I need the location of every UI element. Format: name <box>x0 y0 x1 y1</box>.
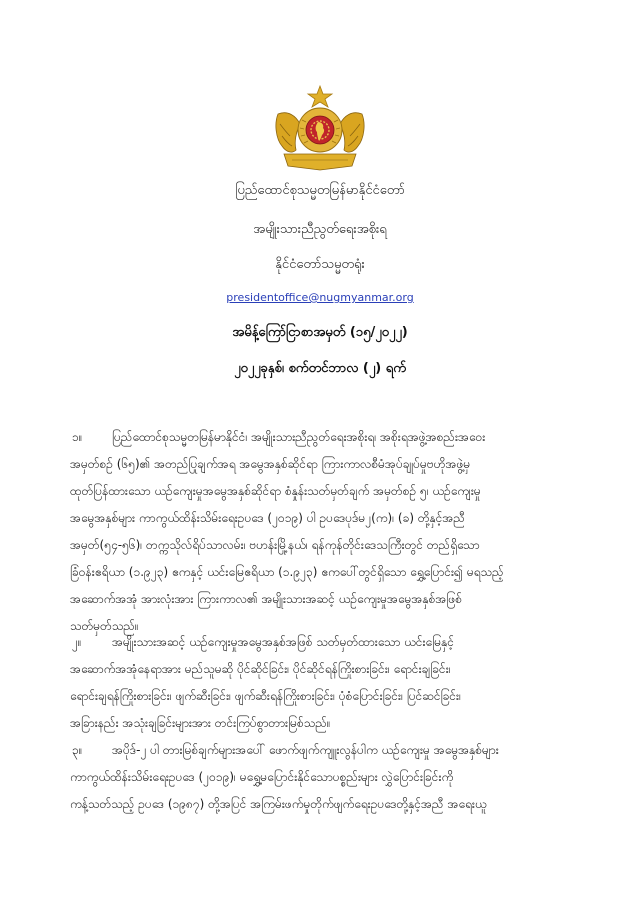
paragraph-line: သတ်မှတ်သည်။ <box>70 619 139 633</box>
paragraph-line: အမျိုးသားအဆင့် ယဉ်ကျေးမှုအမွေအနှစ်အဖြစ် သတ်မှတ်ထားသော ယင်းမြေနှင့် <box>112 635 455 649</box>
notice-date: ၂၀၂၂ခုနှစ်၊ စက်တင်ဘာလ (၂) ရက် <box>234 361 406 376</box>
paragraph-2 <box>70 629 570 737</box>
state-seal-icon <box>270 84 370 172</box>
paragraph-line: အခြားနည်း အသုံးချခြင်းများအား တင်းကြပ်စွာတားမြစ်သည်။ <box>70 716 331 730</box>
header-country-name: ပြည်ထောင်စုသမ္မတမြန်မာနိုင်ငံတော် <box>235 183 405 198</box>
office-email-link[interactable]: presidentoffice@nugmyanmar.org <box>226 291 414 304</box>
paragraph-line: အမှတ်စဉ် (၆၅)၏ အတည်ပြုချက်အရ အမွေအနှစ်ဆိုင်ရာ ကြားကာလစီမံအုပ်ချုပ်မှုဗဟိုအဖွဲ့မှ <box>70 457 471 471</box>
paragraph-line: အမွေအနှစ်များ ကာကွယ်ထိန်းသိမ်းရေးဥပဒေ (၂၀၁၉) ပါ ဥပဒေပုဒ်မ၂(က)၊ (ခ) တို့နှင့်အညီ <box>70 511 466 525</box>
paragraph-number: ၃။ <box>72 743 83 757</box>
paragraph-number: ၂။ <box>72 635 82 649</box>
paragraph-number: ၁။ <box>72 430 83 444</box>
header-office-name: နိုင်ငံတော်သမ္မတရုံး <box>275 257 365 272</box>
paragraph-line: အဆောက်အအုံနေရာအား မည်သူမဆို ပိုင်ဆိုင်ခြင်း၊ ပိုင်ဆိုင်ရန်ကြိုးစားခြင်း၊ ရောင်းချခြင်း၊ <box>70 662 451 676</box>
header-government-name: အမျိုးသားညီညွတ်ရေးအစိုးရ <box>253 222 387 237</box>
paragraph-line: အမှတ်(၅၄-၅၆)၊ တက္ကသိုလ်ရိပ်သာလမ်း၊ ဗဟန်းမြို့နယ်၊ ရန်ကုန်တိုင်းဒေသကြီးတွင် တည်ရှိသော <box>70 538 480 552</box>
paragraph-line: အပိုဒ်-၂ ပါ တားမြစ်ချက်များအပေါ် ဖောက်ဖျက်ကျူးလွန်ပါက ယဉ်ကျေးမှု အမွေအနှစ်များ <box>112 743 499 757</box>
paragraph-line: အဆောက်အအုံ အားလုံးအား ကြားကာလ၏ အမျိုးသားအဆင့် ယဉ်ကျေးမှုအမွေအနှစ်အဖြစ် <box>70 592 463 606</box>
paragraph-1 <box>70 424 570 640</box>
paragraph-3 <box>70 737 570 818</box>
paragraph-line: ထုတ်ပြန်ထားသော ယဉ်ကျေးမှုအမွေအနှစ်ဆိုင်ရာ စံနှုန်းသတ်မှတ်ချက် အမှတ်စဉ် ၅၊ ယဉ်ကျေးမှု <box>70 484 481 498</box>
paragraph-line: ကန့်သတ်သည့် ဥပဒေ (၁၉၈၇) တို့အပြင် အကြမ်းဖက်မှုတိုက်ဖျက်ရေးဥပဒေတို့နှင့်အညီ အရေးယူ <box>70 797 487 811</box>
seal-left-lion <box>276 113 300 152</box>
seal-right-lion <box>340 113 364 152</box>
seal-star <box>308 86 332 107</box>
paragraph-line: ခြံဝန်းဧရိယာ (၁.၉၂၃) ဧကနှင့် ယင်းမြေဧရိယာ (၁.၉၂၃) ဧကပေါ်တွင်ရှိသော ရွှေ့ပြောင်း၍ မရသည့် <box>70 565 504 579</box>
paragraph-line: ကာကွယ်ထိန်းသိမ်းရေးဥပဒေ (၂၀၁၉)၊ မရွှေ့မပြောင်းနိုင်သောပစ္စည်းများ လွှဲပြောင်းခြင်းကို <box>70 770 454 784</box>
paragraph-line: ရောင်းချရန်ကြိုးစားခြင်း၊ ဖျက်ဆီးခြင်း၊ ဖျက်ဆီးရန်ကြိုးစားခြင်း၊ ပုံစံပြောင်းခြင်း၊ ပြင်ဆင်ခြင်း၊ <box>70 689 461 703</box>
notice-number: အမိန့်ကြော်ငြာစာအမှတ် (၁၅/၂၀၂၂) <box>232 325 408 340</box>
paragraph-line: ပြည်ထောင်စုသမ္မတမြန်မာနိုင်ငံ၊ အမျိုးသားညီညွတ်ရေးအစိုးရ၊ အစိုးရအဖွဲ့အစည်းအဝေး <box>112 430 486 444</box>
seal-banner <box>284 154 356 170</box>
